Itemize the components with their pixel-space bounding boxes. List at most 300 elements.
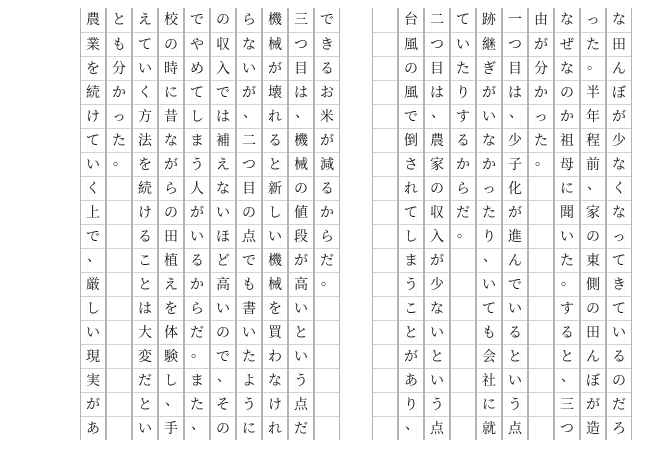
manuscript-cell: る [607, 344, 631, 368]
manuscript-cell: よ [237, 368, 261, 392]
manuscript-cell: 、 [185, 416, 209, 440]
manuscript-cell [373, 344, 397, 368]
manuscript-cell [373, 272, 397, 296]
manuscript-cell: 、 [399, 416, 423, 440]
manuscript-cell: い [237, 320, 261, 344]
manuscript-cell: だ [315, 248, 339, 272]
manuscript-cell: 植 [159, 248, 183, 272]
manuscript-cell: 目 [425, 56, 449, 80]
manuscript-cell: い [237, 56, 261, 80]
manuscript-cell: 減 [315, 152, 339, 176]
manuscript-cell: も [107, 32, 131, 56]
manuscript-cell [107, 176, 131, 200]
manuscript-cell: つ [237, 152, 261, 176]
manuscript-cell: と [503, 344, 527, 368]
manuscript-cell: ぜ [555, 32, 579, 56]
manuscript-cell [373, 368, 397, 392]
manuscript-cell: 三 [294, 12, 308, 28]
manuscript-cell [529, 224, 553, 248]
manuscript-cell [529, 368, 553, 392]
manuscript-cell: か [315, 200, 339, 224]
manuscript-cell: 業 [81, 32, 105, 56]
manuscript-cell: 家 [425, 152, 449, 176]
manuscript-column [528, 8, 554, 440]
manuscript-cell: が [81, 392, 105, 416]
manuscript-cell [373, 416, 397, 440]
manuscript-cell [529, 248, 553, 272]
manuscript-cell: こ [399, 296, 423, 320]
manuscript-cell: 二 [430, 12, 444, 28]
manuscript-cell: 続 [81, 80, 105, 104]
manuscript-cell: る [133, 224, 157, 248]
manuscript-cell: い [289, 344, 313, 368]
manuscript-cell [373, 152, 397, 176]
manuscript-cell [315, 320, 339, 344]
manuscript-cell: 入 [425, 224, 449, 248]
manuscript-cell: い [263, 224, 287, 248]
manuscript-cell [373, 392, 397, 416]
manuscript-cell: 台 [404, 12, 418, 28]
manuscript-cell: で [81, 224, 105, 248]
manuscript-cell: 厳 [81, 272, 105, 296]
manuscript-cell: か [451, 152, 475, 176]
manuscript-cell: も [237, 272, 261, 296]
manuscript-cell: い [477, 104, 501, 128]
manuscript-cell: 。 [529, 152, 553, 176]
manuscript-cell: て [399, 200, 423, 224]
manuscript-cell: ん [581, 344, 605, 368]
manuscript-cell: な [159, 128, 183, 152]
manuscript-cell: き [315, 32, 339, 56]
manuscript-cell: ぼ [581, 368, 605, 392]
manuscript-cell: え [138, 12, 152, 28]
manuscript-cell: 就 [477, 416, 501, 440]
manuscript-cell: つ [555, 416, 579, 440]
manuscript-cell: 械 [263, 32, 287, 56]
manuscript-cell: だ [185, 320, 209, 344]
manuscript-cell: し [263, 200, 287, 224]
manuscript-cell [107, 272, 131, 296]
manuscript-cell: 東 [581, 248, 605, 272]
manuscript-cell: た [581, 32, 605, 56]
manuscript-cell [373, 296, 397, 320]
manuscript-cell: て [133, 32, 157, 56]
manuscript-cell: で [190, 12, 204, 28]
manuscript-cell: て [456, 12, 470, 28]
manuscript-cell [529, 200, 553, 224]
manuscript-cell: な [607, 152, 631, 176]
manuscript-cell: ら [159, 176, 183, 200]
manuscript-cell: し [81, 296, 105, 320]
manuscript-cell: は [425, 80, 449, 104]
manuscript-cell [373, 248, 397, 272]
manuscript-cell: 点 [289, 392, 313, 416]
manuscript-column [398, 8, 424, 440]
manuscript-cell: 機 [263, 248, 287, 272]
manuscript-cell: 現 [81, 344, 105, 368]
manuscript-cell: 点 [237, 224, 261, 248]
manuscript-cell [107, 320, 131, 344]
manuscript-cell: 、 [289, 104, 313, 128]
manuscript-cell [451, 416, 475, 440]
manuscript-cell: 昔 [159, 104, 183, 128]
manuscript-cell [373, 128, 397, 152]
manuscript-column [210, 8, 236, 440]
manuscript-column [372, 8, 398, 440]
manuscript-cell: ら [315, 224, 339, 248]
manuscript-cell: け [263, 392, 287, 416]
manuscript-cell: に [159, 80, 183, 104]
manuscript-cell: な [560, 12, 574, 28]
manuscript-cell: な [607, 200, 631, 224]
manuscript-cell: い [503, 296, 527, 320]
manuscript-cell: う [185, 152, 209, 176]
manuscript-cell: う [399, 272, 423, 296]
manuscript-cell: 、 [159, 392, 183, 416]
manuscript-cell [315, 368, 339, 392]
manuscript-cell [373, 320, 397, 344]
manuscript-cell: が [425, 248, 449, 272]
manuscript-cell: 新 [263, 176, 287, 200]
manuscript-cell: 買 [263, 320, 287, 344]
manuscript-cell: 進 [503, 224, 527, 248]
manuscript-cell: る [451, 128, 475, 152]
manuscript-cell: に [555, 176, 579, 200]
manuscript-cell: い [185, 224, 209, 248]
manuscript-cell: ま [185, 368, 209, 392]
manuscript-cell: か [555, 104, 579, 128]
manuscript-cell: の [555, 80, 579, 104]
manuscript-cell [451, 368, 475, 392]
manuscript-cell: し [399, 224, 423, 248]
manuscript-cell [373, 8, 397, 32]
manuscript-cell [529, 344, 553, 368]
manuscript-cell: を [159, 296, 183, 320]
manuscript-cell: 高 [289, 272, 313, 296]
manuscript-cell: ま [399, 248, 423, 272]
manuscript-cell [529, 320, 553, 344]
manuscript-cell: が [529, 32, 553, 56]
manuscript-cell [373, 56, 397, 80]
manuscript-cell: だ [289, 416, 313, 440]
manuscript-cell: で [211, 344, 235, 368]
manuscript-cell: つ [425, 32, 449, 56]
manuscript-cell: な [263, 368, 287, 392]
manuscript-cell: が [477, 80, 501, 104]
manuscript-cell: の [159, 200, 183, 224]
manuscript-cell: 収 [425, 200, 449, 224]
manuscript-cell: 、 [503, 104, 527, 128]
manuscript-cell: の [216, 12, 230, 28]
manuscript-column [476, 8, 502, 440]
manuscript-cell: が [315, 128, 339, 152]
manuscript-cell: は [133, 296, 157, 320]
manuscript-cell: け [133, 200, 157, 224]
manuscript-cell: い [133, 416, 157, 440]
manuscript-cell: え [211, 152, 235, 176]
manuscript-column [106, 8, 132, 440]
manuscript-cell: い [425, 320, 449, 344]
manuscript-cell [529, 176, 553, 200]
manuscript-cell: な [211, 176, 235, 200]
manuscript-cell: に [237, 416, 261, 440]
manuscript-cell: 高 [211, 272, 235, 296]
manuscript-cell: い [81, 320, 105, 344]
manuscript-cell: の [211, 320, 235, 344]
manuscript-cell: で [237, 248, 261, 272]
manuscript-cell: 補 [211, 128, 235, 152]
manuscript-cell [373, 104, 397, 128]
manuscript-cell: の [159, 32, 183, 56]
manuscript-cell: 法 [133, 128, 157, 152]
manuscript-cell [451, 320, 475, 344]
manuscript-cell: れ [263, 104, 287, 128]
manuscript-cell: る [263, 128, 287, 152]
manuscript-column [424, 8, 450, 440]
manuscript-cell [107, 296, 131, 320]
manuscript-cell: 値 [289, 200, 313, 224]
manuscript-cell: 実 [81, 368, 105, 392]
manuscript-cell: た [237, 344, 261, 368]
manuscript-cell: 機 [289, 128, 313, 152]
manuscript-cell: い [555, 224, 579, 248]
manuscript-cell: ど [211, 248, 235, 272]
manuscript-cell: 継 [477, 32, 501, 56]
manuscript-cell: 。 [581, 56, 605, 80]
manuscript-cell [529, 392, 553, 416]
manuscript-cell: い [133, 56, 157, 80]
manuscript-cell: い [451, 32, 475, 56]
manuscript-cell: る [315, 56, 339, 80]
manuscript-cell: 祖 [555, 128, 579, 152]
manuscript-cell: ら [185, 296, 209, 320]
manuscript-cell: 一 [508, 12, 522, 28]
manuscript-cell: 目 [237, 176, 261, 200]
manuscript-column [132, 8, 158, 440]
manuscript-cell: 上 [81, 200, 105, 224]
manuscript-cell: こ [133, 248, 157, 272]
manuscript-cell: の [237, 200, 261, 224]
manuscript-cell: が [263, 56, 287, 80]
manuscript-cell: っ [107, 104, 131, 128]
manuscript-cell: 。 [451, 224, 475, 248]
manuscript-column [158, 8, 184, 440]
manuscript-cell: お [315, 80, 339, 104]
manuscript-cell: 続 [133, 176, 157, 200]
manuscript-cell: っ [477, 176, 501, 200]
manuscript-cell [451, 392, 475, 416]
manuscript-cell: す [555, 296, 579, 320]
manuscript-column [236, 8, 262, 440]
manuscript-cell: で [399, 104, 423, 128]
manuscript-cell: ら [451, 176, 475, 200]
manuscript-cell: 程 [581, 128, 605, 152]
manuscript-cell: で [211, 80, 235, 104]
manuscript-cell: だ [607, 392, 631, 416]
manuscript-cell: 、 [555, 368, 579, 392]
manuscript-cell [451, 248, 475, 272]
manuscript-cell: 大 [133, 320, 157, 344]
manuscript-cell: た [451, 56, 475, 80]
manuscript-cell: の [607, 368, 631, 392]
manuscript-cell: く [81, 176, 105, 200]
manuscript-cell [451, 296, 475, 320]
manuscript-cell: 少 [425, 272, 449, 296]
manuscript-cell: い [503, 368, 527, 392]
manuscript-cell [529, 296, 553, 320]
manuscript-cell: て [607, 296, 631, 320]
manuscript-cell: な [237, 32, 261, 56]
manuscript-cell: め [185, 56, 209, 80]
manuscript-cell: の [581, 296, 605, 320]
manuscript-cell: 目 [503, 56, 527, 80]
manuscript-cell: 由 [534, 12, 548, 28]
manuscript-cell [373, 224, 397, 248]
manuscript-cell: 械 [289, 152, 313, 176]
manuscript-cell: 変 [133, 344, 157, 368]
manuscript-cell: と [555, 344, 579, 368]
manuscript-cell: い [607, 320, 631, 344]
manuscript-cell: が [289, 248, 313, 272]
manuscript-cell: 、 [477, 248, 501, 272]
manuscript-cell: き [607, 272, 631, 296]
manuscript-cell: と [399, 320, 423, 344]
manuscript-cell: 入 [211, 56, 235, 80]
manuscript-cell: れ [263, 416, 287, 440]
manuscript-cell: 三 [555, 392, 579, 416]
manuscript-cell: ん [503, 248, 527, 272]
manuscript-cell: わ [263, 344, 287, 368]
manuscript-cell [529, 272, 553, 296]
manuscript-cell: 跡 [482, 12, 496, 28]
manuscript-cell: ぎ [477, 56, 501, 80]
manuscript-cell: る [185, 248, 209, 272]
manuscript-cell: つ [289, 32, 313, 56]
manuscript-cell: 前 [581, 152, 605, 176]
manuscript-cell: つ [503, 32, 527, 56]
manuscript-cell: か [477, 152, 501, 176]
manuscript-cell: り [477, 224, 501, 248]
manuscript-cell: 手 [159, 416, 183, 440]
manuscript-cell [107, 416, 131, 440]
manuscript-cell: や [185, 32, 209, 56]
manuscript-cell: と [133, 392, 157, 416]
manuscript-cell: 、 [425, 104, 449, 128]
manuscript-cell: い [425, 368, 449, 392]
manuscript-cell: 半 [581, 80, 605, 104]
manuscript-cell: が [607, 104, 631, 128]
manuscript-cell: 時 [159, 56, 183, 80]
manuscript-cell: で [320, 12, 334, 28]
manuscript-cell: 械 [263, 272, 287, 296]
manuscript-cell: 田 [159, 224, 183, 248]
manuscript-cell: 方 [133, 104, 157, 128]
manuscript-cell: と [133, 272, 157, 296]
manuscript-cell: 点 [425, 416, 449, 440]
manuscript-cell: か [107, 80, 131, 104]
manuscript-cell: 田 [607, 32, 631, 56]
manuscript-cell [107, 344, 131, 368]
manuscript-cell: す [451, 104, 475, 128]
manuscript-cell: ら [242, 12, 256, 28]
manuscript-cell: が [237, 80, 261, 104]
manuscript-cell: さ [399, 152, 423, 176]
manuscript-cell [107, 200, 131, 224]
manuscript-cell: う [237, 392, 261, 416]
manuscript-cell: て [607, 248, 631, 272]
manuscript-cell: は [503, 80, 527, 104]
manuscript-cell: 験 [159, 344, 183, 368]
manuscript-cell [315, 392, 339, 416]
manuscript-cell: が [185, 200, 209, 224]
manuscript-column [606, 8, 632, 440]
manuscript-cell: だ [451, 200, 475, 224]
manuscript-cell [107, 368, 131, 392]
manuscript-cell: 段 [289, 224, 313, 248]
manuscript-cell: 子 [503, 152, 527, 176]
manuscript-cell: を [263, 296, 287, 320]
manuscript-cell: る [555, 320, 579, 344]
manuscript-cell: 二 [237, 128, 261, 152]
manuscript-cell: も [477, 320, 501, 344]
manuscript-cell: た [477, 200, 501, 224]
manuscript-cell: 、 [237, 104, 261, 128]
manuscript-cell: と [425, 344, 449, 368]
manuscript-cell [529, 416, 553, 440]
manuscript-cell: な [612, 12, 626, 28]
manuscript-cell: 米 [315, 104, 339, 128]
manuscript-cell: ん [607, 56, 631, 80]
manuscript-cell: 。 [107, 152, 131, 176]
manuscript-cell: 風 [399, 32, 423, 56]
manuscript-cell [315, 296, 339, 320]
manuscript-cell: 倒 [399, 128, 423, 152]
manuscript-cell: し [185, 104, 209, 128]
manuscript-cell: の [399, 56, 423, 80]
manuscript-cell: 化 [503, 176, 527, 200]
manuscript-cell: う [289, 368, 313, 392]
manuscript-cell: 壊 [263, 80, 287, 104]
manuscript-cell: で [503, 272, 527, 296]
manuscript-column [262, 8, 288, 440]
manuscript-column [80, 8, 106, 440]
manuscript-cell: 農 [86, 12, 100, 28]
manuscript-cell: い [289, 296, 313, 320]
manuscript-cell: り [451, 80, 475, 104]
manuscript-cell: あ [81, 416, 105, 440]
manuscript-cell: 社 [477, 368, 501, 392]
manuscript-cell: ほ [211, 224, 235, 248]
manuscript-cell: か [185, 272, 209, 296]
manuscript-cell: は [211, 104, 235, 128]
manuscript-cell: 、 [81, 248, 105, 272]
manuscript-cell: け [81, 104, 105, 128]
manuscript-cell: 目 [289, 56, 313, 80]
manuscript-column [314, 8, 340, 440]
manuscript-cell: に [477, 392, 501, 416]
manuscript-cell: の [425, 176, 449, 200]
manuscript-cell: れ [399, 176, 423, 200]
manuscript-cell: い [211, 200, 235, 224]
manuscript-cell: を [133, 152, 157, 176]
manuscript-cell: っ [529, 104, 553, 128]
manuscript-cell: 農 [425, 128, 449, 152]
manuscript-cell: う [503, 392, 527, 416]
manuscript-cell: と [289, 320, 313, 344]
manuscript-cell: 造 [581, 416, 605, 440]
manuscript-cell: 分 [529, 56, 553, 80]
manuscript-cell: が [581, 392, 605, 416]
